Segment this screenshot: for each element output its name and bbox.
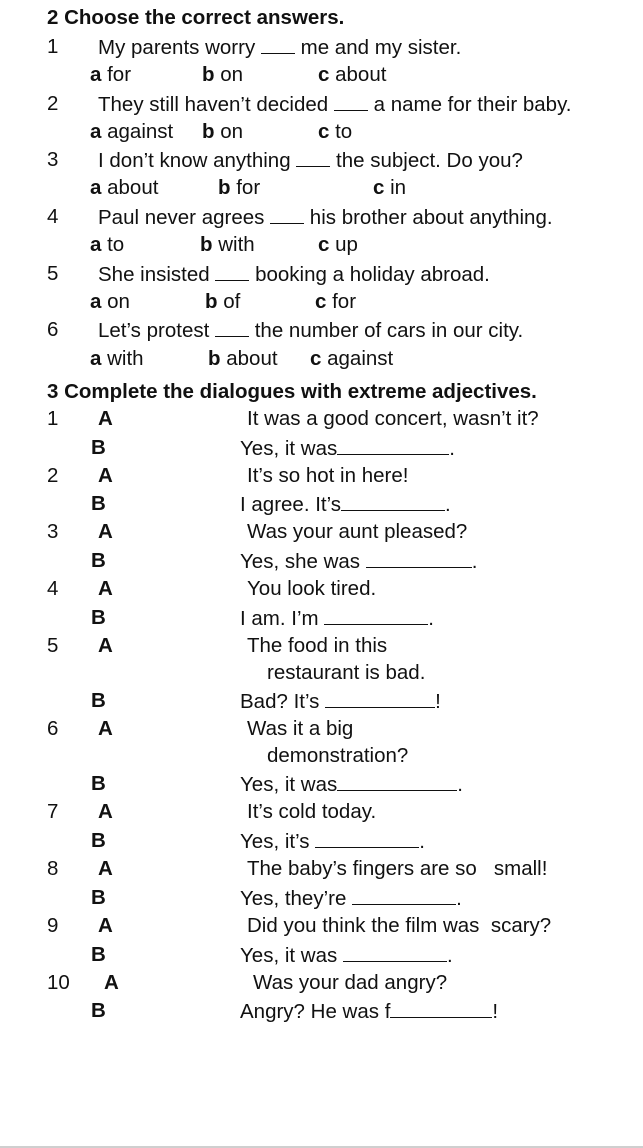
ex2-item-1-option-a[interactable]: a for [90,63,132,86]
ex3-item-9-number: 9 [47,914,59,937]
ex3-item-1-number: 1 [47,407,59,430]
ex2-item-5-option-c[interactable]: c for [315,290,357,313]
ex2-item-2-number: 2 [47,92,59,115]
ex3-item-7-speaker-b: B [91,829,106,852]
ex3-item-5-number: 5 [47,634,59,657]
ex3-item-9-line-b: Yes, it was . [240,944,453,967]
answer-blank[interactable] [352,886,456,905]
ex3-item-6-speaker-a: A [98,717,113,740]
ex2-item-1-option-c[interactable]: c about [318,63,387,86]
ex3-item-6-speaker-b: B [91,772,106,795]
answer-blank[interactable] [334,92,368,111]
ex3-item-2-number: 2 [47,464,59,487]
ex3-item-8-number: 8 [47,857,59,880]
ex2-item-3-number: 3 [47,148,59,171]
exercise-3-title: 3 Complete the dialogues with extreme adjectives. [47,380,537,403]
ex3-item-2-line-a: It’s so hot in here! [247,464,409,487]
ex3-item-4-speaker-a: A [98,577,113,600]
ex3-item-4-line-a: You look tired. [247,577,377,600]
ex2-item-5-number: 5 [47,262,59,285]
ex2-item-1-number: 1 [47,35,59,58]
ex2-item-2-option-a[interactable]: a against [90,120,174,143]
ex3-item-3-speaker-a: A [98,520,113,543]
ex3-item-4-speaker-b: B [91,606,106,629]
ex2-item-2-option-c[interactable]: c to [318,120,353,143]
ex3-item-8-speaker-a: A [98,857,113,880]
ex2-item-6-option-a[interactable]: a with [90,347,144,370]
ex3-item-6-line-a-1: Was it a big [247,717,354,740]
answer-blank[interactable] [337,436,449,455]
ex2-item-4-number: 4 [47,205,59,228]
ex2-item-6-question: Let’s protest the number of cars in our city. [98,319,524,342]
ex3-item-1-line-a: It was a good concert, wasn’t it? [247,407,539,430]
ex3-item-8-line-b: Yes, they’re . [240,887,462,910]
ex2-item-4-option-a[interactable]: a to [90,233,125,256]
ex3-item-8-speaker-b: B [91,886,106,909]
answer-blank[interactable] [315,829,419,848]
ex2-item-2-option-b[interactable]: b on [202,120,244,143]
ex2-item-2-question: They still haven’t decided a name for their baby. [98,93,572,116]
ex3-item-1-speaker-a: A [98,407,113,430]
answer-blank[interactable] [341,492,445,511]
ex3-item-9-line-a: Did you think the film was scary? [247,914,552,937]
answer-blank[interactable] [215,262,249,281]
ex3-item-5-line-b: Bad? It’s ! [240,690,441,713]
ex2-item-6-option-b[interactable]: b about [208,347,278,370]
answer-blank[interactable] [337,772,457,791]
ex3-item-9-speaker-b: B [91,943,106,966]
ex2-item-3-option-a[interactable]: a about [90,176,159,199]
ex3-item-8-line-a: The baby’s fingers are so small! [247,857,548,880]
ex3-item-10-line-a: Was your dad angry? [253,971,448,994]
ex2-item-3-option-b[interactable]: b for [218,176,261,199]
exercise-2-title: 2 Choose the correct answers. [47,6,345,29]
ex3-item-2-speaker-a: A [98,464,113,487]
ex3-item-3-line-a: Was your aunt pleased? [247,520,468,543]
ex3-item-10-speaker-b: B [91,999,106,1022]
ex3-item-5-speaker-b: B [91,689,106,712]
ex3-item-5-line-a-2: restaurant is bad. [267,661,426,684]
ex2-item-6-number: 6 [47,318,59,341]
ex2-item-1-option-b[interactable]: b on [202,63,244,86]
answer-blank[interactable] [215,318,249,337]
ex3-item-6-number: 6 [47,717,59,740]
ex3-item-7-line-a: It’s cold today. [247,800,377,823]
ex3-item-4-line-b: I am. I’m . [240,607,434,630]
ex3-item-2-line-b: I agree. It’s . [240,493,451,516]
ex3-item-5-speaker-a: A [98,634,113,657]
ex3-item-7-line-b: Yes, it’s . [240,830,425,853]
ex2-item-3-question: I don’t know anything the subject. Do you? [98,149,523,172]
ex3-item-9-speaker-a: A [98,914,113,937]
ex3-item-7-number: 7 [47,800,59,823]
ex3-item-10-speaker-a: A [104,971,119,994]
answer-blank[interactable] [325,689,435,708]
ex2-item-3-option-c[interactable]: c in [373,176,407,199]
answer-blank[interactable] [366,549,472,568]
ex3-item-10-number: 10 [47,971,70,994]
ex3-item-1-line-b: Yes, it was . [240,437,455,460]
ex2-item-5-option-a[interactable]: a on [90,290,130,313]
ex3-item-3-line-b: Yes, she was . [240,550,478,573]
ex3-item-4-number: 4 [47,577,59,600]
ex3-item-7-speaker-a: A [98,800,113,823]
ex3-item-6-line-b: Yes, it was . [240,773,463,796]
ex3-item-3-number: 3 [47,520,59,543]
ex2-item-5-option-b[interactable]: b of [205,290,241,313]
ex2-item-6-option-c[interactable]: c against [310,347,394,370]
ex2-item-1-question: My parents worry me and my sister. [98,36,462,59]
ex2-item-4-option-c[interactable]: c up [318,233,358,256]
answer-blank[interactable] [324,606,428,625]
ex3-item-6-line-a-2: demonstration? [267,744,409,767]
answer-blank[interactable] [343,943,447,962]
ex3-item-5-line-a-1: The food in this [247,634,388,657]
ex3-item-2-speaker-b: B [91,492,106,515]
ex3-item-10-line-b: Angry? He was f ! [240,1000,499,1023]
answer-blank[interactable] [296,148,330,167]
ex2-item-4-option-b[interactable]: b with [200,233,255,256]
answer-blank[interactable] [270,205,304,224]
answer-blank[interactable] [261,35,295,54]
answer-blank[interactable] [390,999,492,1018]
ex3-item-1-speaker-b: B [91,436,106,459]
ex2-item-4-question: Paul never agrees his brother about anything. [98,206,553,229]
ex2-item-5-question: She insisted booking a holiday abroad. [98,263,490,286]
ex3-item-3-speaker-b: B [91,549,106,572]
